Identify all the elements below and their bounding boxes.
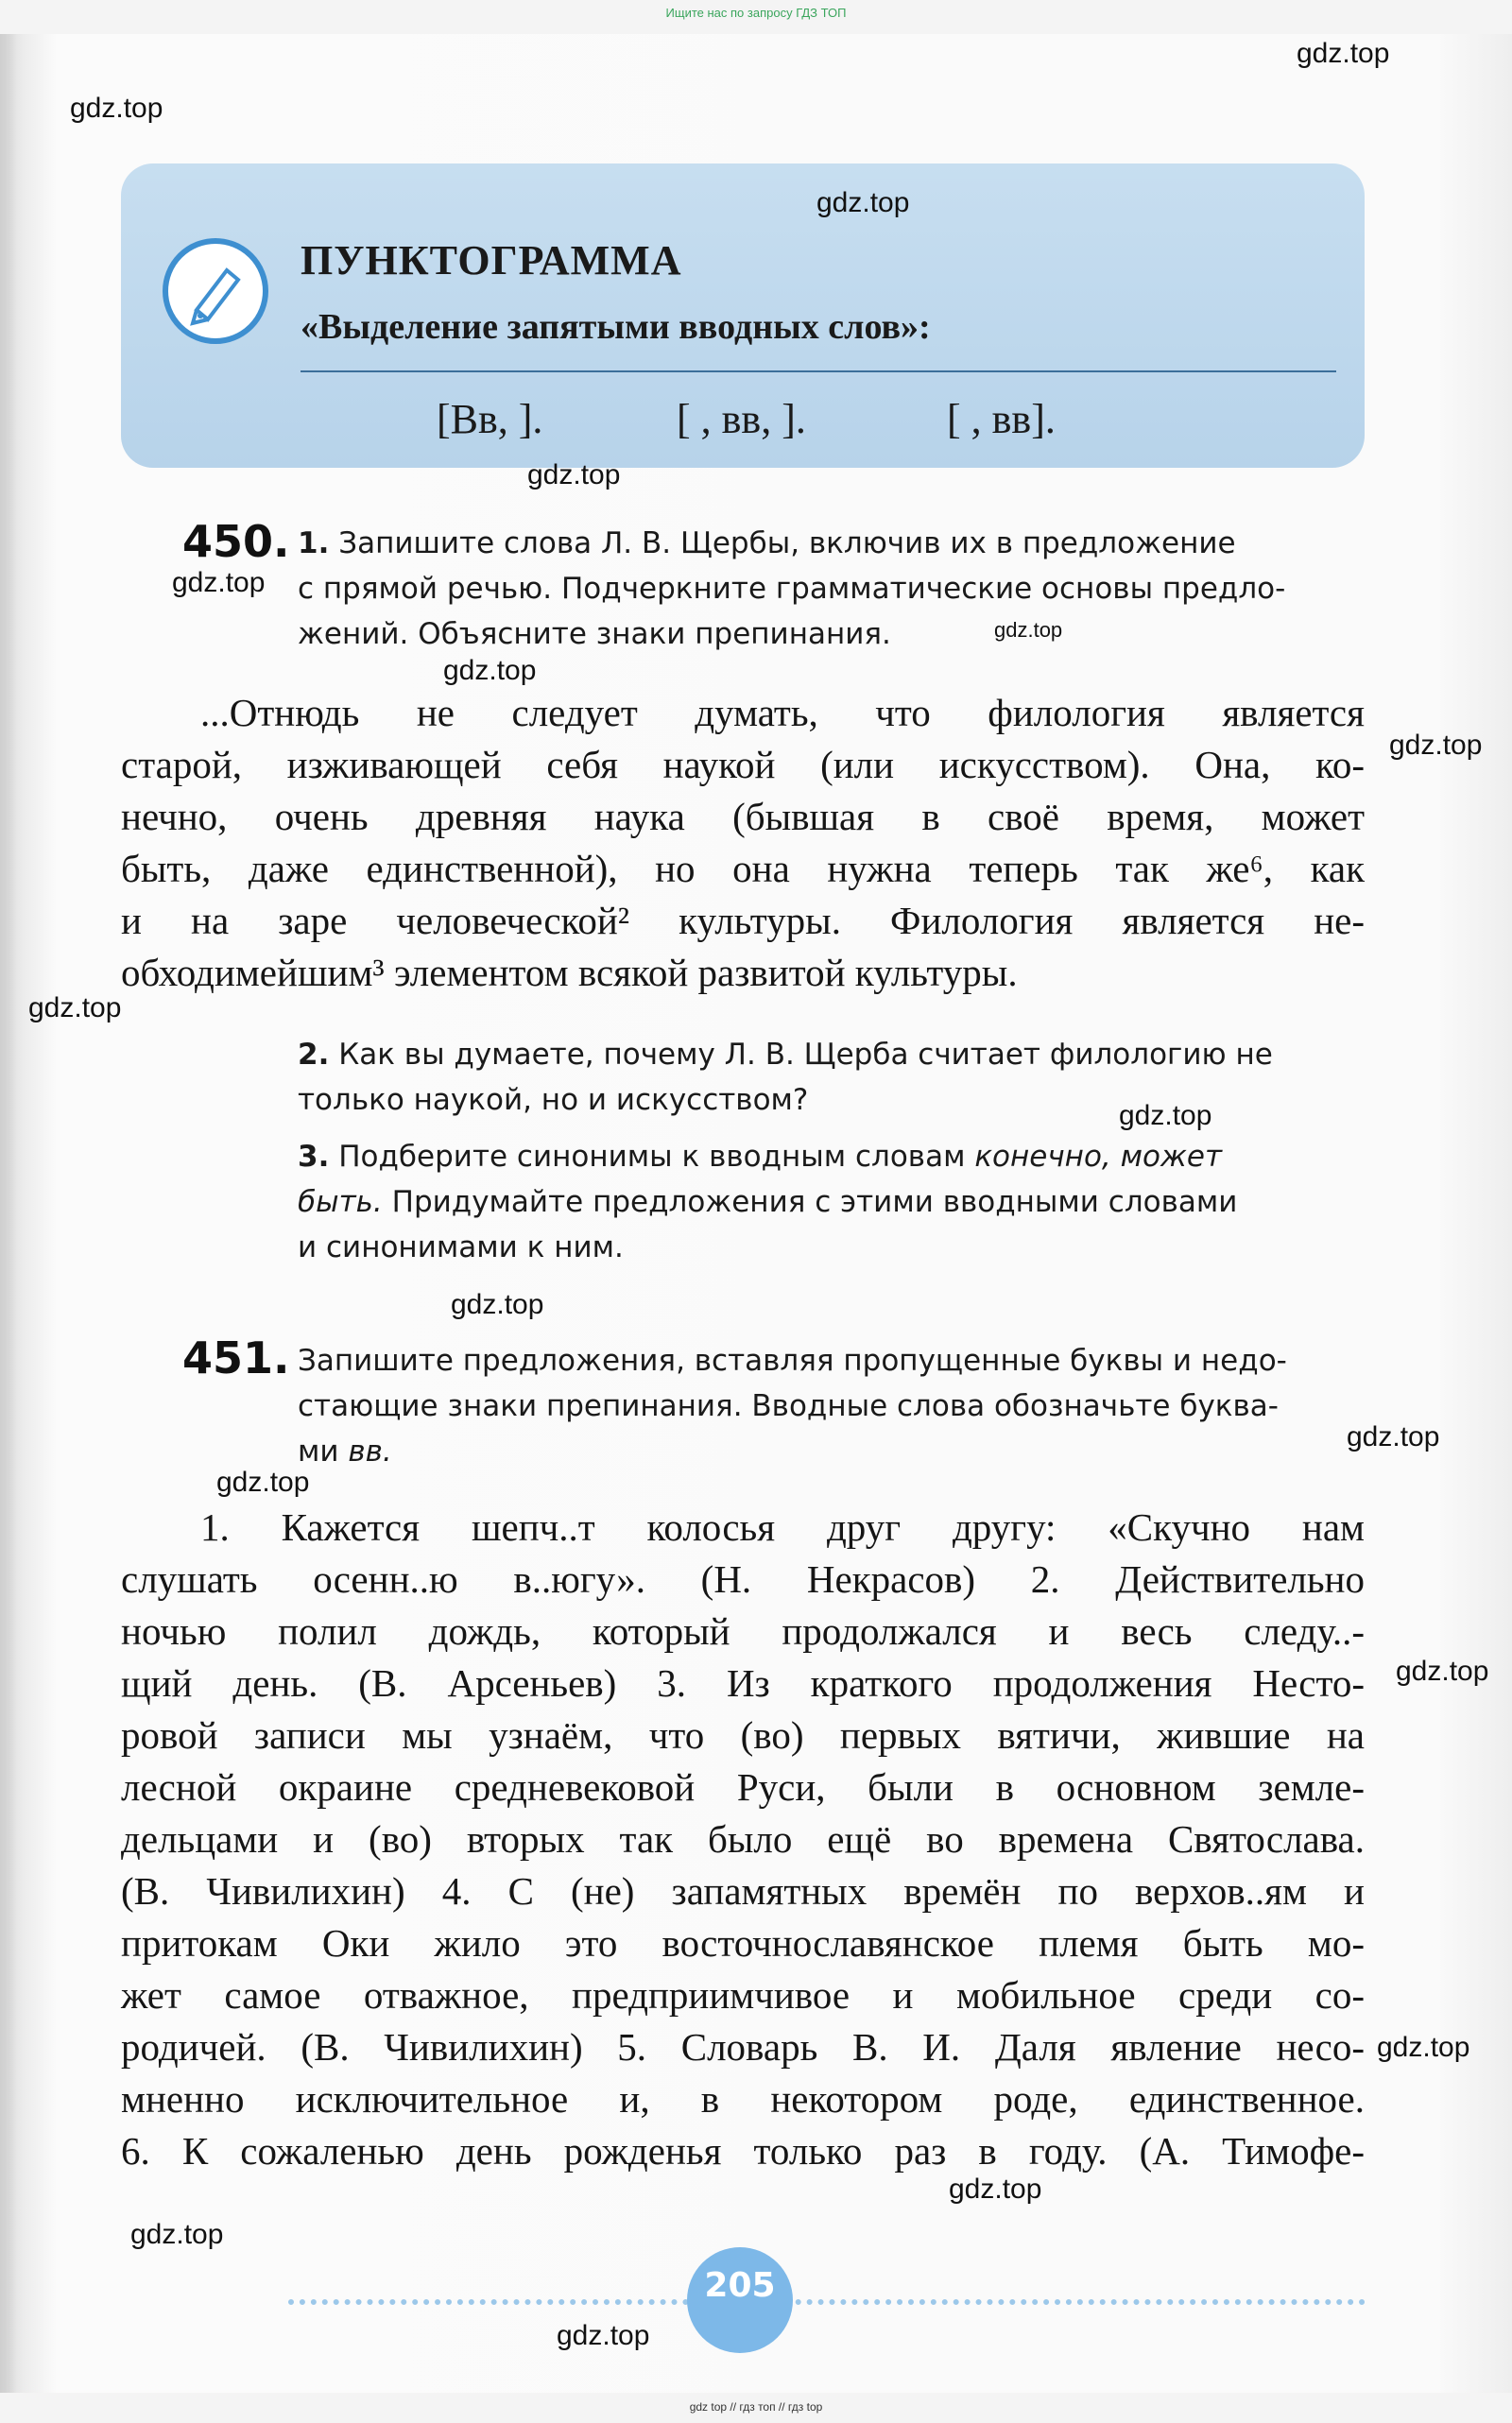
watermark: gdz.top: [1119, 1100, 1212, 1131]
ex450-task1-line: жений. Объясните знаки препинания.: [298, 617, 891, 651]
watermark: gdz.top: [443, 655, 537, 686]
ex451-text-line: 6. К сожаленью день рожденья только раз в году. (А. Тимофе-: [121, 2129, 1365, 2173]
punctogram-divider: [301, 370, 1336, 372]
watermark: gdz.top: [1347, 1421, 1440, 1452]
task-italic-text: вв.: [348, 1435, 392, 1469]
watermark: gdz.top: [172, 567, 266, 598]
ex450-task2-line: только наукой, но и искусством?: [298, 1083, 809, 1117]
ex451-task-line: Запишите предложения, вставляя пропущенные буквы и недо-: [298, 1344, 1287, 1378]
page-number-strip: [288, 2299, 1366, 2309]
task-italic-text: конечно, может: [974, 1140, 1223, 1174]
punctogram-subtitle: «Выделение запятыми вводных слов»:: [301, 307, 931, 347]
task-text: ми: [298, 1435, 349, 1469]
ex450-task3-line: [298, 1140, 1222, 1174]
task-number: 2.: [298, 1038, 330, 1072]
punctogram-pattern: [Вв, ].: [437, 396, 543, 442]
ex450-text-line: и на заре человеческой² культуры. Филология является не-: [121, 899, 1365, 942]
task-text: Как вы думаете, почему Л. В. Щерба считает филологию не: [338, 1038, 1273, 1072]
page-spine-shadow: [0, 34, 17, 2393]
ex450-text-line: ...Отнюдь не следует думать, что филология является: [200, 691, 1365, 734]
punctogram-title: ПУНКТОГРАММА: [301, 237, 682, 284]
ex451-text-line: родичей. (В. Чивилихин) 5. Словарь В. И. Даля явление несо-: [121, 2025, 1365, 2069]
task-text: Запишите слова Л. В. Щербы, включив их в предложение: [338, 526, 1236, 560]
ex451-text-line: мненно исключительное и, в некотором роде, единственное.: [121, 2077, 1365, 2121]
ex450-task3-line: [298, 1185, 1237, 1219]
task-text: Придумайте предложения с этими вводными словами: [382, 1185, 1238, 1219]
ex450-task1-line: [298, 526, 1236, 560]
task-text: Подберите синонимы к вводным словам: [338, 1140, 975, 1174]
ex451-task-line: стающие знаки препинания. Вводные слова обозначьте буква-: [298, 1389, 1279, 1423]
ex450-text-line: нечно, очень древняя наука (бывшая в своё время, может: [121, 795, 1365, 838]
watermark: gdz.top: [451, 1289, 544, 1320]
exercise-451-number: 451.: [182, 1332, 290, 1383]
ex451-text-line: ровой записи мы узнаём, что (во) первых вятичи, жившие на: [121, 1713, 1365, 1757]
watermark: gdz.top: [216, 1467, 310, 1498]
watermark: gdz.top: [557, 2320, 650, 2351]
ex451-text-line: щий день. (В. Арсеньев) 3. Из краткого продолжения Несто-: [121, 1661, 1365, 1705]
watermark: gdz.top: [994, 618, 1063, 642]
watermark: gdz.top: [949, 2174, 1042, 2205]
ex450-task3-line: и синонимами к ним.: [298, 1230, 624, 1264]
ex450-task2-line: [298, 1038, 1273, 1072]
task-number: 1.: [298, 526, 330, 560]
top-banner: Ищите нас по запросу ГДЗ ТОП: [665, 6, 847, 20]
ex451-text-line: 1. Кажется шепч..т колосья друг другу: «Скучно нам: [200, 1505, 1365, 1549]
ex450-text-line: старой, изживающей себя наукой (или искусством). Она, ко-: [121, 743, 1365, 786]
punctogram-pattern: [ , вв, ].: [677, 396, 806, 442]
watermark: gdz.top: [1396, 1656, 1489, 1687]
watermark: gdz.top: [1297, 38, 1390, 69]
task-number: 3.: [298, 1140, 330, 1174]
watermark: gdz.top: [527, 459, 621, 490]
watermark: gdz.top: [130, 2219, 224, 2250]
ex450-text-line: обходимейшим³ элементом всякой развитой культуры.: [121, 951, 1018, 994]
punctogram-pattern: [ , вв].: [947, 396, 1056, 442]
watermark: gdz.top: [70, 93, 163, 124]
exercise-450-number: 450.: [182, 516, 290, 567]
pen-icon: [163, 238, 268, 344]
watermark: gdz.top: [1377, 2032, 1470, 2063]
ex450-task1-line: с прямой речью. Подчеркните грамматические основы предло-: [298, 572, 1286, 606]
watermark: gdz.top: [28, 992, 122, 1023]
ex451-text-line: ночью полил дождь, который продолжался и весь следу..-: [121, 1609, 1365, 1653]
watermark: gdz.top: [1389, 730, 1483, 761]
bottom-banner: gdz top // гдз топ // гдз top: [689, 2400, 823, 2414]
ex451-text-line: (В. Чивилихин) 4. С (не) запамятных времён по верхов..ям и: [121, 1869, 1365, 1913]
ex450-text-line: быть, даже единственной), но она нужна теперь так же⁶, как: [121, 847, 1365, 890]
task-italic-text: быть.: [298, 1185, 383, 1219]
ex451-text-line: жет самое отважное, предприимчивое и мобильное среди со-: [121, 1973, 1365, 2017]
page-number: 205: [704, 2266, 776, 2305]
ex451-text-line: слушать осенн..ю в..югу». (Н. Некрасов) 2. Действительно: [121, 1557, 1365, 1601]
ex451-task-line: [298, 1435, 392, 1469]
ex451-text-line: притокам Оки жило это восточнославянское племя быть мо-: [121, 1921, 1365, 1965]
watermark: gdz.top: [816, 187, 910, 218]
ex451-text-line: лесной окраине средневековой Руси, были в основном земле-: [121, 1765, 1365, 1809]
ex451-text-line: дельцами и (во) вторых так было ещё во времена Святослава.: [121, 1817, 1365, 1861]
